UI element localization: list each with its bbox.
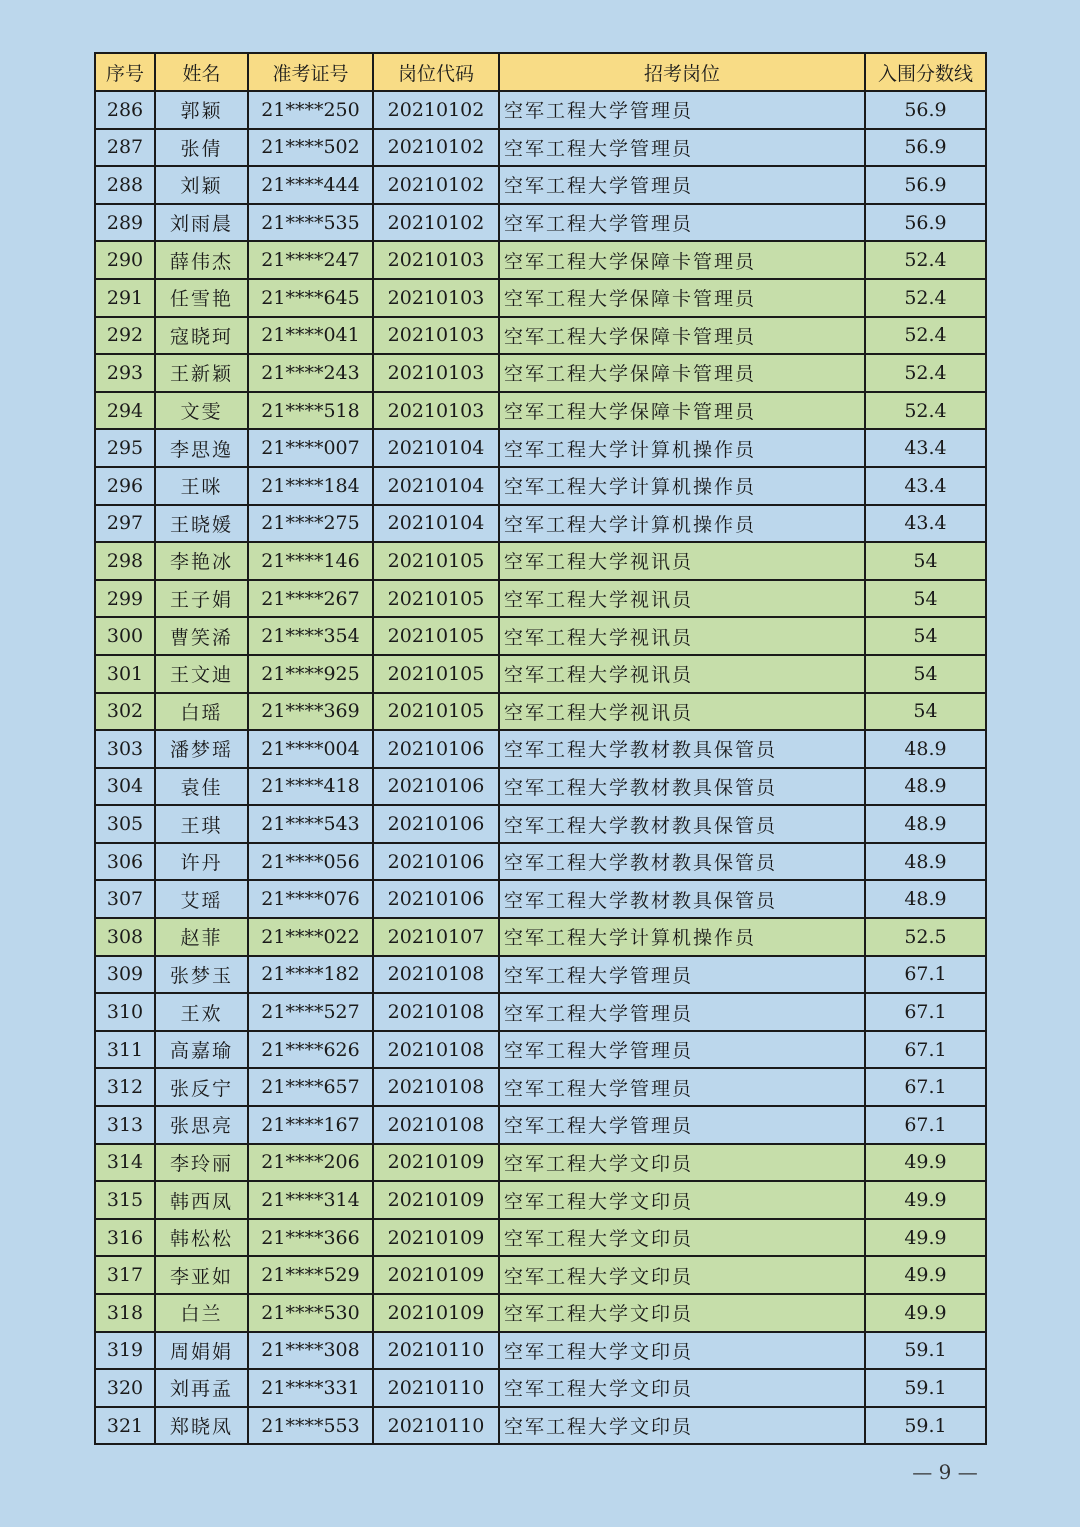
cell-name: 刘颖 xyxy=(155,166,248,204)
cell-post-code: 20210103 xyxy=(373,279,499,317)
cell-score-line: 67.1 xyxy=(865,1068,986,1106)
cell-name: 袁佳 xyxy=(155,768,248,806)
cell-post-code: 20210103 xyxy=(373,317,499,355)
cell-exam-id: 21****366 xyxy=(248,1219,373,1257)
cell-score-line: 43.4 xyxy=(865,505,986,543)
cell-post: 空军工程大学视讯员 xyxy=(499,693,865,731)
header-name: 姓名 xyxy=(155,53,248,91)
cell-score-line: 54 xyxy=(865,580,986,618)
cell-seq: 318 xyxy=(95,1294,155,1332)
cell-exam-id: 21****535 xyxy=(248,204,373,242)
cell-exam-id: 21****076 xyxy=(248,880,373,918)
cell-seq: 299 xyxy=(95,580,155,618)
table-row xyxy=(95,204,986,242)
cell-score-line: 43.4 xyxy=(865,467,986,505)
table-row xyxy=(95,1219,986,1257)
cell-score-line: 48.9 xyxy=(865,880,986,918)
cell-post: 空军工程大学保障卡管理员 xyxy=(499,317,865,355)
cell-seq: 310 xyxy=(95,993,155,1031)
cell-score-line: 49.9 xyxy=(865,1144,986,1182)
cell-seq: 298 xyxy=(95,542,155,580)
cell-post: 空军工程大学文印员 xyxy=(499,1256,865,1294)
table-body xyxy=(95,91,986,1444)
cell-seq: 315 xyxy=(95,1181,155,1219)
cell-post: 空军工程大学保障卡管理员 xyxy=(499,392,865,430)
table-row xyxy=(95,241,986,279)
cell-name: 张思亮 xyxy=(155,1106,248,1144)
table-row xyxy=(95,1256,986,1294)
cell-post: 空军工程大学管理员 xyxy=(499,1031,865,1069)
cell-post-code: 20210107 xyxy=(373,918,499,956)
cell-post: 空军工程大学计算机操作员 xyxy=(499,429,865,467)
cell-score-line: 59.1 xyxy=(865,1332,986,1370)
cell-exam-id: 21****543 xyxy=(248,805,373,843)
cell-post-code: 20210102 xyxy=(373,129,499,167)
cell-post: 空军工程大学文印员 xyxy=(499,1219,865,1257)
cell-score-line: 67.1 xyxy=(865,956,986,994)
cell-name: 王新颖 xyxy=(155,354,248,392)
cell-name: 王琪 xyxy=(155,805,248,843)
table-row xyxy=(95,1144,986,1182)
cell-score-line: 54 xyxy=(865,655,986,693)
cell-score-line: 54 xyxy=(865,693,986,731)
cell-post: 空军工程大学视讯员 xyxy=(499,580,865,618)
cell-exam-id: 21****022 xyxy=(248,918,373,956)
cell-post-code: 20210109 xyxy=(373,1294,499,1332)
cell-seq: 306 xyxy=(95,843,155,881)
cell-score-line: 56.9 xyxy=(865,129,986,167)
table-row xyxy=(95,467,986,505)
cell-exam-id: 21****418 xyxy=(248,768,373,806)
cell-post-code: 20210106 xyxy=(373,880,499,918)
cell-post: 空军工程大学保障卡管理员 xyxy=(499,354,865,392)
table-row xyxy=(95,693,986,731)
cell-post-code: 20210110 xyxy=(373,1369,499,1407)
cell-exam-id: 21****167 xyxy=(248,1106,373,1144)
cell-name: 曹笑浠 xyxy=(155,617,248,655)
cell-seq: 321 xyxy=(95,1407,155,1445)
cell-post: 空军工程大学管理员 xyxy=(499,166,865,204)
table-row xyxy=(95,805,986,843)
cell-score-line: 49.9 xyxy=(865,1219,986,1257)
table-row xyxy=(95,1294,986,1332)
cell-post: 空军工程大学保障卡管理员 xyxy=(499,241,865,279)
cell-exam-id: 21****314 xyxy=(248,1181,373,1219)
cell-seq: 290 xyxy=(95,241,155,279)
cell-post: 空军工程大学视讯员 xyxy=(499,617,865,655)
cell-post-code: 20210108 xyxy=(373,956,499,994)
cell-post-code: 20210106 xyxy=(373,730,499,768)
cell-seq: 305 xyxy=(95,805,155,843)
cell-post: 空军工程大学保障卡管理员 xyxy=(499,279,865,317)
cell-seq: 309 xyxy=(95,956,155,994)
cell-seq: 293 xyxy=(95,354,155,392)
table-row xyxy=(95,730,986,768)
cell-exam-id: 21****626 xyxy=(248,1031,373,1069)
cell-post: 空军工程大学教材教具保管员 xyxy=(499,843,865,881)
cell-post: 空军工程大学文印员 xyxy=(499,1181,865,1219)
cell-post: 空军工程大学计算机操作员 xyxy=(499,467,865,505)
table-row xyxy=(95,1068,986,1106)
cell-seq: 311 xyxy=(95,1031,155,1069)
cell-post-code: 20210105 xyxy=(373,655,499,693)
cell-post-code: 20210103 xyxy=(373,392,499,430)
cell-score-line: 52.5 xyxy=(865,918,986,956)
cell-name: 潘梦瑶 xyxy=(155,730,248,768)
cell-post-code: 20210108 xyxy=(373,993,499,1031)
cell-seq: 302 xyxy=(95,693,155,731)
cell-score-line: 48.9 xyxy=(865,768,986,806)
cell-name: 艾瑶 xyxy=(155,880,248,918)
header-seq: 序号 xyxy=(95,53,155,91)
cell-name: 薛伟杰 xyxy=(155,241,248,279)
cell-seq: 294 xyxy=(95,392,155,430)
cell-name: 刘雨晨 xyxy=(155,204,248,242)
cell-exam-id: 21****925 xyxy=(248,655,373,693)
cell-exam-id: 21****250 xyxy=(248,91,373,129)
cell-post: 空军工程大学计算机操作员 xyxy=(499,505,865,543)
cell-score-line: 49.9 xyxy=(865,1294,986,1332)
cell-exam-id: 21****267 xyxy=(248,580,373,618)
cell-seq: 316 xyxy=(95,1219,155,1257)
cell-post-code: 20210108 xyxy=(373,1068,499,1106)
cell-exam-id: 21****530 xyxy=(248,1294,373,1332)
cell-post-code: 20210104 xyxy=(373,429,499,467)
table-row xyxy=(95,1369,986,1407)
cell-seq: 312 xyxy=(95,1068,155,1106)
cell-post: 空军工程大学教材教具保管员 xyxy=(499,805,865,843)
cell-score-line: 54 xyxy=(865,542,986,580)
cell-score-line: 48.9 xyxy=(865,805,986,843)
table-row xyxy=(95,166,986,204)
cell-post-code: 20210104 xyxy=(373,505,499,543)
header-post-code: 岗位代码 xyxy=(373,53,499,91)
cell-seq: 296 xyxy=(95,467,155,505)
cell-post-code: 20210106 xyxy=(373,843,499,881)
cell-exam-id: 21****056 xyxy=(248,843,373,881)
cell-exam-id: 21****502 xyxy=(248,129,373,167)
cell-exam-id: 21****645 xyxy=(248,279,373,317)
cell-exam-id: 21****369 xyxy=(248,693,373,731)
table-row xyxy=(95,1332,986,1370)
cell-post: 空军工程大学管理员 xyxy=(499,993,865,1031)
cell-post: 空军工程大学教材教具保管员 xyxy=(499,730,865,768)
cell-name: 李玲丽 xyxy=(155,1144,248,1182)
cell-score-line: 67.1 xyxy=(865,993,986,1031)
cell-name: 张倩 xyxy=(155,129,248,167)
cell-post: 空军工程大学管理员 xyxy=(499,956,865,994)
cell-post-code: 20210109 xyxy=(373,1256,499,1294)
cell-post-code: 20210103 xyxy=(373,241,499,279)
cell-name: 韩西凤 xyxy=(155,1181,248,1219)
cell-name: 王欢 xyxy=(155,993,248,1031)
cell-score-line: 67.1 xyxy=(865,1106,986,1144)
cell-post: 空军工程大学管理员 xyxy=(499,91,865,129)
cell-name: 郭颖 xyxy=(155,91,248,129)
cell-name: 周娟娟 xyxy=(155,1332,248,1370)
table-row xyxy=(95,429,986,467)
cell-seq: 303 xyxy=(95,730,155,768)
cell-exam-id: 21****657 xyxy=(248,1068,373,1106)
cell-name: 韩松松 xyxy=(155,1219,248,1257)
table-row xyxy=(95,580,986,618)
cell-post: 空军工程大学视讯员 xyxy=(499,542,865,580)
table-row xyxy=(95,1031,986,1069)
table-row xyxy=(95,91,986,129)
cell-seq: 292 xyxy=(95,317,155,355)
cell-name: 李思逸 xyxy=(155,429,248,467)
table-row xyxy=(95,505,986,543)
table-row xyxy=(95,1106,986,1144)
cell-exam-id: 21****247 xyxy=(248,241,373,279)
cell-name: 白瑶 xyxy=(155,693,248,731)
header-post: 招考岗位 xyxy=(499,53,865,91)
results-table xyxy=(94,52,987,1445)
cell-score-line: 48.9 xyxy=(865,730,986,768)
cell-post: 空军工程大学文印员 xyxy=(499,1294,865,1332)
cell-name: 白兰 xyxy=(155,1294,248,1332)
cell-score-line: 56.9 xyxy=(865,204,986,242)
cell-exam-id: 21****331 xyxy=(248,1369,373,1407)
header-exam-id: 准考证号 xyxy=(248,53,373,91)
table-row xyxy=(95,354,986,392)
cell-name: 郑晓凤 xyxy=(155,1407,248,1445)
table-row xyxy=(95,918,986,956)
cell-score-line: 43.4 xyxy=(865,429,986,467)
cell-post-code: 20210104 xyxy=(373,467,499,505)
cell-name: 张梦玉 xyxy=(155,956,248,994)
cell-post-code: 20210103 xyxy=(373,354,499,392)
cell-score-line: 52.4 xyxy=(865,317,986,355)
cell-post: 空军工程大学文印员 xyxy=(499,1332,865,1370)
cell-seq: 304 xyxy=(95,768,155,806)
cell-seq: 288 xyxy=(95,166,155,204)
cell-name: 刘再孟 xyxy=(155,1369,248,1407)
cell-seq: 320 xyxy=(95,1369,155,1407)
cell-score-line: 54 xyxy=(865,617,986,655)
cell-exam-id: 21****182 xyxy=(248,956,373,994)
cell-seq: 297 xyxy=(95,505,155,543)
cell-name: 王子娟 xyxy=(155,580,248,618)
cell-seq: 287 xyxy=(95,129,155,167)
cell-name: 王晓媛 xyxy=(155,505,248,543)
cell-seq: 300 xyxy=(95,617,155,655)
cell-exam-id: 21****527 xyxy=(248,993,373,1031)
cell-post: 空军工程大学文印员 xyxy=(499,1407,865,1445)
table-row xyxy=(95,392,986,430)
cell-exam-id: 21****004 xyxy=(248,730,373,768)
cell-post: 空军工程大学教材教具保管员 xyxy=(499,768,865,806)
cell-exam-id: 21****529 xyxy=(248,1256,373,1294)
cell-name: 赵菲 xyxy=(155,918,248,956)
cell-exam-id: 21****243 xyxy=(248,354,373,392)
cell-seq: 286 xyxy=(95,91,155,129)
cell-post-code: 20210102 xyxy=(373,91,499,129)
cell-exam-id: 21****444 xyxy=(248,166,373,204)
cell-score-line: 52.4 xyxy=(865,279,986,317)
cell-exam-id: 21****206 xyxy=(248,1144,373,1182)
cell-name: 李亚如 xyxy=(155,1256,248,1294)
cell-score-line: 59.1 xyxy=(865,1369,986,1407)
cell-score-line: 52.4 xyxy=(865,392,986,430)
cell-post: 空军工程大学管理员 xyxy=(499,129,865,167)
table-row xyxy=(95,843,986,881)
cell-score-line: 52.4 xyxy=(865,354,986,392)
cell-exam-id: 21****184 xyxy=(248,467,373,505)
cell-name: 张反宁 xyxy=(155,1068,248,1106)
cell-post-code: 20210110 xyxy=(373,1407,499,1445)
cell-post-code: 20210105 xyxy=(373,580,499,618)
cell-post-code: 20210102 xyxy=(373,166,499,204)
cell-post: 空军工程大学文印员 xyxy=(499,1369,865,1407)
cell-name: 王文迪 xyxy=(155,655,248,693)
cell-post: 空军工程大学管理员 xyxy=(499,1068,865,1106)
cell-post-code: 20210106 xyxy=(373,768,499,806)
cell-seq: 314 xyxy=(95,1144,155,1182)
table-row xyxy=(95,1407,986,1445)
cell-seq: 308 xyxy=(95,918,155,956)
cell-score-line: 49.9 xyxy=(865,1256,986,1294)
cell-post: 空军工程大学计算机操作员 xyxy=(499,918,865,956)
cell-exam-id: 21****275 xyxy=(248,505,373,543)
cell-name: 任雪艳 xyxy=(155,279,248,317)
cell-post-code: 20210105 xyxy=(373,693,499,731)
cell-post-code: 20210105 xyxy=(373,542,499,580)
cell-name: 高嘉瑜 xyxy=(155,1031,248,1069)
cell-exam-id: 21****308 xyxy=(248,1332,373,1370)
cell-post: 空军工程大学管理员 xyxy=(499,1106,865,1144)
cell-seq: 301 xyxy=(95,655,155,693)
table-row xyxy=(95,768,986,806)
cell-score-line: 52.4 xyxy=(865,241,986,279)
cell-seq: 295 xyxy=(95,429,155,467)
table-row xyxy=(95,1181,986,1219)
table-header-row xyxy=(95,53,986,91)
cell-score-line: 49.9 xyxy=(865,1181,986,1219)
cell-exam-id: 21****354 xyxy=(248,617,373,655)
table-row xyxy=(95,129,986,167)
cell-post-code: 20210102 xyxy=(373,204,499,242)
cell-post-code: 20210108 xyxy=(373,1106,499,1144)
table-row xyxy=(95,617,986,655)
table-row xyxy=(95,993,986,1031)
table-row xyxy=(95,880,986,918)
table-row xyxy=(95,542,986,580)
cell-seq: 307 xyxy=(95,880,155,918)
cell-name: 王咪 xyxy=(155,467,248,505)
table-row xyxy=(95,655,986,693)
cell-post-code: 20210108 xyxy=(373,1031,499,1069)
cell-score-line: 56.9 xyxy=(865,91,986,129)
cell-post-code: 20210109 xyxy=(373,1144,499,1182)
table-row xyxy=(95,317,986,355)
table-row xyxy=(95,279,986,317)
cell-name: 许丹 xyxy=(155,843,248,881)
cell-seq: 291 xyxy=(95,279,155,317)
cell-exam-id: 21****553 xyxy=(248,1407,373,1445)
cell-name: 李艳冰 xyxy=(155,542,248,580)
cell-exam-id: 21****518 xyxy=(248,392,373,430)
table-row xyxy=(95,956,986,994)
cell-post-code: 20210110 xyxy=(373,1332,499,1370)
cell-exam-id: 21****146 xyxy=(248,542,373,580)
cell-post-code: 20210109 xyxy=(373,1181,499,1219)
cell-seq: 313 xyxy=(95,1106,155,1144)
cell-post: 空军工程大学视讯员 xyxy=(499,655,865,693)
cell-exam-id: 21****007 xyxy=(248,429,373,467)
cell-score-line: 67.1 xyxy=(865,1031,986,1069)
cell-score-line: 48.9 xyxy=(865,843,986,881)
cell-exam-id: 21****041 xyxy=(248,317,373,355)
page-number: — 9 — xyxy=(912,1460,978,1484)
cell-seq: 319 xyxy=(95,1332,155,1370)
cell-post: 空军工程大学文印员 xyxy=(499,1144,865,1182)
cell-post-code: 20210105 xyxy=(373,617,499,655)
cell-seq: 317 xyxy=(95,1256,155,1294)
cell-post-code: 20210106 xyxy=(373,805,499,843)
header-score-line: 入围分数线 xyxy=(865,53,986,91)
cell-post-code: 20210109 xyxy=(373,1219,499,1257)
cell-post: 空军工程大学管理员 xyxy=(499,204,865,242)
cell-post: 空军工程大学教材教具保管员 xyxy=(499,880,865,918)
cell-seq: 289 xyxy=(95,204,155,242)
cell-score-line: 56.9 xyxy=(865,166,986,204)
cell-score-line: 59.1 xyxy=(865,1407,986,1445)
cell-name: 寇晓珂 xyxy=(155,317,248,355)
cell-name: 文雯 xyxy=(155,392,248,430)
